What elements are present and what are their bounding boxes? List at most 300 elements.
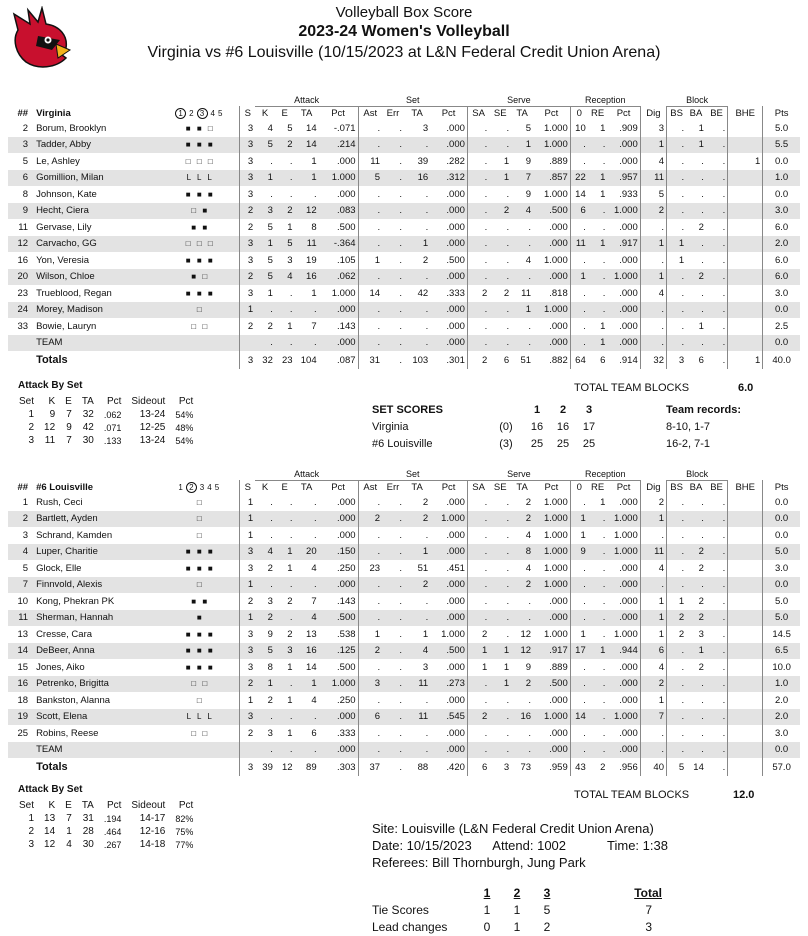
stat-vpct: 1.000	[533, 527, 570, 544]
set-number-4: 4	[210, 108, 215, 118]
ab-cell: 12-25	[139, 422, 166, 433]
team-record: 16-2, 7-1	[666, 437, 711, 450]
player-name: Borum, Brooklyn	[32, 120, 161, 137]
stat-r0: .	[570, 137, 588, 154]
louisville-attack-by-set-table	[14, 799, 198, 851]
stat-bhe	[728, 120, 763, 137]
stat-vpct: 1.000	[533, 120, 570, 137]
virginia-attack-by-set-title: Attack By Set	[18, 380, 83, 391]
stat-r0: .	[570, 676, 588, 693]
set-scores-header	[368, 401, 798, 418]
stat-pct: .150	[319, 544, 358, 561]
col-ast-header: Ast	[358, 106, 382, 120]
stat-ba: 2	[686, 269, 706, 286]
stat-vpct: 1.000	[533, 252, 570, 269]
col-vpct-header: Pct	[544, 107, 559, 119]
ab-cell: 32	[82, 409, 94, 420]
ab-header-cell: Pct	[106, 800, 122, 811]
stat-sa: .	[467, 610, 489, 627]
stat-re: .	[588, 302, 608, 319]
stat-ast: 1	[358, 626, 382, 643]
player-row	[8, 494, 800, 511]
stat-dig: .	[640, 725, 666, 742]
stat-vta: 4	[511, 203, 533, 220]
stat-vpct: 1.000	[533, 709, 570, 726]
stat-re: .	[588, 511, 608, 528]
stat-e: .	[275, 285, 295, 302]
stat-vpct: 1.000	[533, 137, 570, 154]
stat-pts: 5.0	[763, 610, 800, 627]
total-spct: .301	[446, 354, 465, 366]
stat-ast: .	[358, 318, 382, 335]
stat-s: 1	[240, 692, 255, 709]
ab-cell: 7	[66, 813, 72, 824]
stat-sta: .	[404, 610, 430, 627]
total-pct: .087	[337, 354, 356, 366]
stat-se: .	[489, 236, 511, 253]
player-name: Jones, Aiko	[32, 659, 161, 676]
stat-e: .	[275, 527, 295, 544]
stat-spct: .500	[430, 643, 467, 660]
stat-ta: 4	[295, 610, 319, 627]
stat-sta: 42	[404, 285, 430, 302]
stat-bhe	[728, 709, 763, 726]
stat-se: .	[489, 269, 511, 286]
ab-cell: 1	[28, 813, 35, 824]
stat-rpct: .000	[607, 659, 640, 676]
stat-sa: .	[467, 153, 489, 170]
stat-vpct: .000	[533, 610, 570, 627]
stat-bhe	[728, 302, 763, 319]
col-re-header: RE	[590, 481, 605, 493]
stat-ta: 7	[295, 593, 319, 610]
stat-bhe	[728, 527, 763, 544]
stat-r0: .	[570, 302, 588, 319]
stat-se: 1	[489, 659, 511, 676]
stat-pts: 0.0	[763, 577, 800, 594]
total-rpct: .914	[619, 354, 638, 366]
stat-sa: .	[467, 219, 489, 236]
player-row	[8, 577, 800, 594]
stat-vpct: .500	[533, 676, 570, 693]
stat-bs: .	[666, 560, 686, 577]
stat-ba: .	[686, 577, 706, 594]
player-row	[8, 170, 800, 187]
player-number: 6	[8, 170, 32, 187]
player-number: 1	[8, 494, 32, 511]
stat-vpct: .000	[533, 318, 570, 335]
stat-dig: 11	[640, 544, 666, 561]
stat-vta: .	[511, 610, 533, 627]
stat-serr: .	[382, 544, 404, 561]
player-number: 16	[8, 252, 32, 269]
stat-spct: .000	[430, 335, 467, 352]
totals-label: Totals	[36, 354, 68, 366]
stat-rpct: .000	[607, 725, 640, 742]
stat-e: .	[275, 494, 295, 511]
tie-set-header: 2	[513, 885, 521, 900]
stat-dig: 2	[640, 494, 666, 511]
player-row	[8, 709, 800, 726]
stat-spct: .000	[430, 203, 467, 220]
tie-row-label: Lead changes	[372, 919, 448, 934]
stat-ta: 6	[295, 725, 319, 742]
stat-ba: .	[686, 692, 706, 709]
stat-bhe	[728, 692, 763, 709]
player-row	[8, 725, 800, 742]
stat-dig: .	[640, 527, 666, 544]
set-scores-team: Virginia	[372, 420, 409, 433]
ab-cell: 4	[66, 839, 72, 850]
stat-pct: 1.000	[319, 170, 358, 187]
total-sa: 6	[467, 758, 489, 776]
player-name: Morey, Madison	[32, 302, 161, 319]
stat-spct: .000	[430, 742, 467, 759]
stat-sa: .	[467, 577, 489, 594]
stat-ta: .	[295, 186, 319, 203]
stat-pts: 0.0	[763, 511, 800, 528]
player-sets: □	[161, 494, 240, 511]
stat-spct: .000	[430, 725, 467, 742]
stat-bhe	[728, 511, 763, 528]
ab-cell: .062	[103, 409, 122, 420]
col-rpct-header: Pct	[616, 107, 631, 119]
col-pts-header: Pts	[763, 480, 800, 494]
stat-pts: 6.5	[763, 643, 800, 660]
set-scores-team: #6 Louisville	[372, 437, 433, 450]
set-score: 25	[530, 437, 544, 450]
attack-by-set-row	[14, 825, 198, 838]
stat-vpct: 1.000	[533, 626, 570, 643]
stat-spct: .000	[430, 544, 467, 561]
stat-sta: 16	[404, 170, 430, 187]
ab-cell: 9	[49, 409, 56, 420]
player-number: 12	[8, 236, 32, 253]
stat-serr: .	[382, 593, 404, 610]
stat-vta: 5	[511, 120, 533, 137]
stat-sta: .	[404, 318, 430, 335]
tie-scores-table	[372, 884, 662, 935]
total-re: 6	[600, 354, 606, 366]
set-number-5: 5	[217, 108, 223, 118]
stat-spct: .000	[430, 186, 467, 203]
stat-r0: .	[570, 560, 588, 577]
stat-se: 1	[489, 676, 511, 693]
stat-bs: .	[666, 203, 686, 220]
page-header	[0, 4, 808, 64]
stat-k: 3	[255, 203, 275, 220]
stat-r0: .	[570, 252, 588, 269]
player-name: Rush, Ceci	[32, 494, 161, 511]
player-sets: □	[161, 511, 240, 528]
player-number: 3	[8, 527, 32, 544]
stat-e: .	[275, 676, 295, 693]
stat-vta: .	[511, 219, 533, 236]
ab-header-cell: Sideout	[131, 800, 166, 811]
stat-ba: .	[686, 709, 706, 726]
ab-cell: 13	[44, 813, 56, 824]
stat-serr: .	[382, 560, 404, 577]
group-attack-label: Attack	[255, 94, 358, 106]
stat-s: 2	[240, 725, 255, 742]
stat-e: .	[275, 302, 295, 319]
stat-pts: 2.0	[763, 692, 800, 709]
total-pts: 57.0	[763, 758, 800, 776]
col-s-header: S	[240, 106, 255, 120]
player-sets: L L L	[161, 709, 240, 726]
stat-s: 2	[240, 676, 255, 693]
player-row	[8, 302, 800, 319]
stat-e: .	[275, 170, 295, 187]
stat-sta: 4	[404, 643, 430, 660]
stat-ast: 6	[358, 709, 382, 726]
stat-be: .	[706, 593, 728, 610]
stat-bs: .	[666, 494, 686, 511]
player-name: Petrenko, Brigitta	[32, 676, 161, 693]
player-row	[8, 742, 800, 759]
stat-s: 2	[240, 269, 255, 286]
stat-re: .	[588, 252, 608, 269]
stat-ba: 1	[686, 137, 706, 154]
stat-rpct: 1.000	[607, 527, 640, 544]
stat-sa: 1	[467, 659, 489, 676]
col-dig-header: Dig	[640, 480, 666, 494]
stat-re: .	[588, 137, 608, 154]
stat-bs: .	[666, 318, 686, 335]
stat-serr: .	[382, 659, 404, 676]
total-sta: 103	[412, 354, 429, 366]
ab-cell: 12	[44, 422, 56, 433]
total-spct: .420	[446, 761, 465, 773]
group-serve-label: Serve	[467, 94, 570, 106]
stat-ta: 16	[295, 643, 319, 660]
player-name: Finnvold, Alexis	[32, 577, 161, 594]
stat-be: .	[706, 186, 728, 203]
set-score: 16	[530, 420, 544, 433]
stat-vta: 2	[511, 676, 533, 693]
stat-s: 2	[240, 203, 255, 220]
stat-pts: 0.0	[763, 527, 800, 544]
stat-be: .	[706, 219, 728, 236]
set-number-2: 2	[186, 482, 197, 493]
stat-pts: 3.0	[763, 725, 800, 742]
stat-sa: .	[467, 527, 489, 544]
stat-serr: .	[382, 692, 404, 709]
set-number: 1	[533, 403, 541, 416]
stat-re: 1	[588, 170, 608, 187]
sets-played-header	[161, 106, 240, 120]
stat-r0: 6	[570, 203, 588, 220]
stat-s: 2	[240, 593, 255, 610]
stat-sta: .	[404, 527, 430, 544]
set-number-4: 4	[207, 482, 212, 492]
col-e-header: E	[281, 107, 288, 119]
col-vta-header: TA	[516, 107, 528, 119]
stat-pct: .000	[319, 511, 358, 528]
player-row	[8, 593, 800, 610]
stat-vta: 12	[511, 643, 533, 660]
stat-sa: .	[467, 186, 489, 203]
stat-rpct: .917	[607, 236, 640, 253]
col-ba-header: BA	[689, 481, 703, 493]
column-header-row	[8, 106, 800, 120]
stat-pts: 0.0	[763, 335, 800, 352]
stat-ba: .	[686, 335, 706, 352]
ab-cell: 54%	[175, 409, 194, 420]
stat-be: .	[706, 318, 728, 335]
stat-spct: .282	[430, 153, 467, 170]
stat-pct: -.071	[319, 120, 358, 137]
stat-pct: .000	[319, 302, 358, 319]
player-sets: ■ ■	[161, 219, 240, 236]
stat-e: 2	[275, 593, 295, 610]
date-text: Date: 10/15/2023	[372, 838, 472, 853]
stat-vpct: .000	[533, 593, 570, 610]
stat-vta: 9	[511, 659, 533, 676]
stat-be: .	[706, 577, 728, 594]
stat-serr: .	[382, 285, 404, 302]
stat-serr: .	[382, 527, 404, 544]
stat-r0: 14	[570, 186, 588, 203]
stat-dig: 4	[640, 285, 666, 302]
stat-vpct: .000	[533, 269, 570, 286]
player-row	[8, 544, 800, 561]
ab-cell: 12-16	[139, 826, 166, 837]
stat-be: .	[706, 692, 728, 709]
stat-ba: .	[686, 236, 706, 253]
stat-sa: .	[467, 560, 489, 577]
stat-sta: .	[404, 692, 430, 709]
stat-spct: .000	[430, 318, 467, 335]
player-number: 20	[8, 269, 32, 286]
player-name: Sherman, Hannah	[32, 610, 161, 627]
stat-r0: .	[570, 659, 588, 676]
col-se-header: SE	[493, 481, 507, 493]
totals-label: Totals	[36, 761, 68, 773]
player-row	[8, 120, 800, 137]
col-re-header: RE	[590, 107, 605, 119]
total-ta: 104	[300, 354, 317, 366]
ab-cell: 77%	[175, 839, 194, 850]
stat-bs: .	[666, 120, 686, 137]
stat-serr: .	[382, 186, 404, 203]
stat-dig: 11	[640, 170, 666, 187]
stat-ba: 1	[686, 318, 706, 335]
stat-bs: .	[666, 285, 686, 302]
stat-serr: .	[382, 494, 404, 511]
tie-row	[372, 918, 662, 935]
player-sets: ■ ■ ■	[161, 137, 240, 154]
ab-cell: 48%	[175, 422, 194, 433]
tie-value: 1	[483, 902, 491, 917]
stat-e: 4	[275, 269, 295, 286]
stat-bs: .	[666, 511, 686, 528]
col-bhe-header: BHE	[728, 106, 763, 120]
tie-value: 1	[513, 919, 521, 934]
stat-k: 5	[255, 252, 275, 269]
stat-k: .	[255, 494, 275, 511]
stat-pct: .333	[319, 725, 358, 742]
stat-ta: 16	[295, 269, 319, 286]
stat-re: .	[588, 560, 608, 577]
stat-rpct: 1.000	[607, 269, 640, 286]
ab-cell: 1	[66, 826, 72, 837]
set-scores-title: SET SCORES	[372, 403, 443, 416]
total-ba: 14	[693, 761, 704, 773]
stat-rpct: 1.000	[607, 511, 640, 528]
stat-s: 3	[240, 170, 255, 187]
stat-pct: .000	[319, 709, 358, 726]
col-sa-header: SA	[467, 480, 489, 494]
set-score: 25	[556, 437, 570, 450]
stat-sta: 2	[404, 511, 430, 528]
stat-e: 2	[275, 626, 295, 643]
stat-se: .	[489, 252, 511, 269]
stat-ast: .	[358, 527, 382, 544]
player-name: Wilson, Chloe	[32, 269, 161, 286]
stat-k: 3	[255, 593, 275, 610]
stat-spct: .000	[430, 659, 467, 676]
player-sets: ■ ■ ■	[161, 252, 240, 269]
stat-bhe	[728, 318, 763, 335]
stat-serr: .	[382, 153, 404, 170]
stat-dig: 4	[640, 659, 666, 676]
stat-be: .	[706, 153, 728, 170]
stat-s: 3	[240, 285, 255, 302]
stat-pct: 1.000	[319, 285, 358, 302]
player-name: Bowie, Lauryn	[32, 318, 161, 335]
doc-title: Volleyball Box Score	[335, 4, 473, 21]
stat-bs: .	[666, 335, 686, 352]
player-sets: ■ ■ ■	[161, 659, 240, 676]
stat-ba: 1	[686, 120, 706, 137]
player-number: 33	[8, 318, 32, 335]
stat-pts: 0.0	[763, 494, 800, 511]
stat-dig: 1	[640, 593, 666, 610]
stat-bhe	[728, 494, 763, 511]
stat-e: .	[275, 335, 295, 352]
stat-rpct: .000	[607, 318, 640, 335]
stat-se: .	[489, 137, 511, 154]
stat-vpct: .000	[533, 219, 570, 236]
stat-pts: 5.0	[763, 544, 800, 561]
player-sets: ■ ■ ■	[161, 285, 240, 302]
stat-r0: .	[570, 692, 588, 709]
stat-vpct: 1.000	[533, 560, 570, 577]
stat-ast: .	[358, 659, 382, 676]
stat-sa: .	[467, 203, 489, 220]
stat-vpct: 1.000	[533, 494, 570, 511]
stat-dig: 1	[640, 236, 666, 253]
stat-e: 1	[275, 659, 295, 676]
ab-cell: 54%	[175, 435, 194, 446]
stat-se: .	[489, 577, 511, 594]
stat-ba: 2	[686, 219, 706, 236]
sets-played-header	[161, 480, 240, 494]
stat-be: .	[706, 302, 728, 319]
stat-vta: 9	[511, 153, 533, 170]
player-sets: □	[161, 527, 240, 544]
set-number-3: 3	[199, 482, 205, 492]
col-pct-header: Pct	[331, 481, 345, 493]
stat-ta: 14	[295, 120, 319, 137]
stat-vpct: 1.000	[533, 544, 570, 561]
stat-pts: 2.5	[763, 318, 800, 335]
stat-ba: .	[686, 725, 706, 742]
stat-dig: 4	[640, 560, 666, 577]
stat-ta: .	[295, 742, 319, 759]
stat-pts: 1.0	[763, 170, 800, 187]
